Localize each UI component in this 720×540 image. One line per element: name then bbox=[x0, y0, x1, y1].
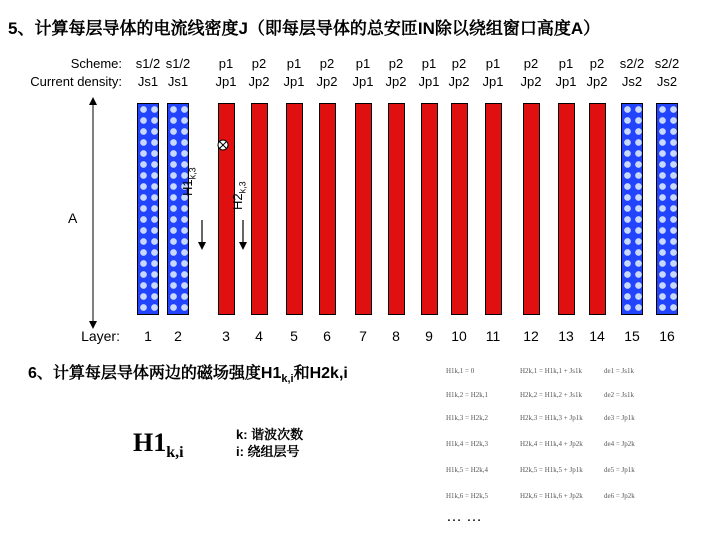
secondary-conductor bbox=[137, 103, 159, 315]
layer-number: 8 bbox=[392, 328, 400, 344]
layer-number: 12 bbox=[523, 328, 539, 344]
current-density-cell: Jp1 bbox=[283, 74, 305, 89]
scheme-cell: s1/2 bbox=[135, 56, 161, 71]
equation: H1k,1 = 0 bbox=[446, 367, 475, 375]
current-density-label: Current density: bbox=[30, 74, 122, 89]
h2-field-label bbox=[230, 181, 248, 210]
h2-subscript: k,3 bbox=[237, 181, 248, 194]
current-density-cell: Js1 bbox=[167, 74, 189, 89]
section-6-text: 6、计算每层导体两边的磁场强度H1 bbox=[28, 365, 282, 382]
h1-symbol-subscript: k,i bbox=[166, 444, 184, 462]
current-direction-symbol bbox=[217, 138, 229, 156]
layer-number: 11 bbox=[485, 328, 501, 344]
equation: de1 = Js1k bbox=[604, 367, 635, 375]
primary-conductor bbox=[421, 103, 438, 315]
primary-conductor bbox=[286, 103, 303, 315]
current-density-cell: Js2 bbox=[656, 74, 678, 89]
primary-conductor bbox=[589, 103, 606, 315]
layer-number: 13 bbox=[558, 328, 574, 344]
legend-i: i: 绕组层号 bbox=[236, 444, 300, 459]
current-density-cell: Jp2 bbox=[586, 74, 608, 89]
scheme-label: Scheme: bbox=[70, 56, 122, 71]
layer-number: 5 bbox=[290, 328, 298, 344]
scheme-cell: p2 bbox=[589, 56, 605, 71]
primary-conductor bbox=[355, 103, 372, 315]
scheme-cell: s2/2 bbox=[619, 56, 645, 71]
h1-text: H1 bbox=[180, 179, 195, 196]
current-density-cell: Jp2 bbox=[316, 74, 338, 89]
scheme-cell: p1 bbox=[485, 56, 501, 71]
equation: de3 = Jp1k bbox=[604, 414, 635, 422]
section-6-suffix: 和H2k,i bbox=[293, 365, 348, 382]
layer-number: 7 bbox=[359, 328, 367, 344]
primary-conductor bbox=[485, 103, 502, 315]
section-6-title bbox=[28, 360, 348, 385]
layer-number: 16 bbox=[659, 328, 675, 344]
h1-symbol bbox=[133, 428, 184, 462]
equation: H2k,2 = H1k,2 + Js1k bbox=[520, 391, 582, 399]
equation: de5 = Jp1k bbox=[604, 466, 635, 474]
scheme-cell: p1 bbox=[421, 56, 437, 71]
layer-number: 10 bbox=[451, 328, 467, 344]
equation: de2 = Js1k bbox=[604, 391, 635, 399]
section-6-subscript: k,i bbox=[281, 373, 294, 386]
primary-conductor bbox=[251, 103, 268, 315]
scheme-cell: s2/2 bbox=[654, 56, 680, 71]
scheme-cell: p1 bbox=[218, 56, 234, 71]
equation: H2k,1 = H1k,1 + Js1k bbox=[520, 367, 582, 375]
equation: de6 = Jp2k bbox=[604, 492, 635, 500]
primary-conductor bbox=[388, 103, 405, 315]
h1-arrow bbox=[197, 220, 207, 255]
current-density-cell: Jp2 bbox=[448, 74, 470, 89]
primary-conductor bbox=[319, 103, 336, 315]
layer-number: 9 bbox=[425, 328, 433, 344]
layer-number: 15 bbox=[624, 328, 640, 344]
current-density-cell: Jp1 bbox=[555, 74, 577, 89]
current-density-cell: Jp1 bbox=[352, 74, 374, 89]
current-density-cell: Jp2 bbox=[520, 74, 542, 89]
secondary-conductor bbox=[621, 103, 643, 315]
scheme-cell: p2 bbox=[319, 56, 335, 71]
h1-field-label bbox=[180, 167, 198, 196]
layer-number: 2 bbox=[174, 328, 182, 344]
window-height-arrow-svg bbox=[86, 97, 100, 329]
equation: H1k,3 = H2k,2 bbox=[446, 414, 489, 422]
equation: de4 = Jp2k bbox=[604, 440, 635, 448]
scheme-cell: p2 bbox=[523, 56, 539, 71]
equation: H1k,2 = H2k,1 bbox=[446, 391, 489, 399]
ellipsis: …… bbox=[446, 508, 486, 525]
scheme-cell: p2 bbox=[251, 56, 267, 71]
h2-arrow bbox=[238, 220, 248, 255]
current-density-cell: Jp2 bbox=[385, 74, 407, 89]
scheme-cell: p1 bbox=[355, 56, 371, 71]
layer-label: Layer: bbox=[81, 328, 120, 344]
scheme-cell: p2 bbox=[388, 56, 404, 71]
equation: H1k,6 = H2k,5 bbox=[446, 492, 489, 500]
page-title: 5、计算每层导体的电流线密度J（即每层导体的总安匝IN除以绕组窗口高度A） bbox=[8, 19, 601, 38]
h1-subscript: k,3 bbox=[187, 167, 198, 180]
equation: H2k,6 = H1k,6 + Jp2k bbox=[520, 492, 583, 500]
layer-number: 6 bbox=[323, 328, 331, 344]
primary-conductor bbox=[558, 103, 575, 315]
index-legend bbox=[236, 426, 303, 460]
legend-k: k: 谐波次数 bbox=[236, 427, 304, 442]
secondary-conductor bbox=[656, 103, 678, 315]
current-density-cell: Jp2 bbox=[248, 74, 270, 89]
h2-text: H2 bbox=[230, 193, 245, 210]
layer-number: 1 bbox=[144, 328, 152, 344]
current-density-cell: Jp1 bbox=[215, 74, 237, 89]
h1-symbol-main: H1 bbox=[133, 428, 167, 457]
current-density-cell: Js1 bbox=[137, 74, 159, 89]
primary-conductor bbox=[451, 103, 468, 315]
equation: H1k,4 = H2k,3 bbox=[446, 440, 489, 448]
equation: H1k,5 = H2k,4 bbox=[446, 466, 489, 474]
equation: H2k,4 = H1k,4 + Jp2k bbox=[520, 440, 583, 448]
current-density-cell: Jp1 bbox=[482, 74, 504, 89]
down-arrow-icon bbox=[238, 220, 248, 250]
window-height-arrow bbox=[86, 97, 100, 334]
equation: H2k,5 = H1k,5 + Jp1k bbox=[520, 466, 583, 474]
current-density-cell: Js2 bbox=[621, 74, 643, 89]
current-density-cell: Jp1 bbox=[418, 74, 440, 89]
layer-number: 4 bbox=[255, 328, 263, 344]
scheme-cell: p1 bbox=[558, 56, 574, 71]
scheme-cell: p2 bbox=[451, 56, 467, 71]
primary-conductor bbox=[523, 103, 540, 315]
equation: H2k,3 = H1k,3 + Jp1k bbox=[520, 414, 583, 422]
scheme-cell: s1/2 bbox=[165, 56, 191, 71]
layer-number: 14 bbox=[589, 328, 605, 344]
layer-number: 3 bbox=[222, 328, 230, 344]
down-arrow-icon bbox=[197, 220, 207, 250]
window-height-label: A bbox=[68, 210, 78, 226]
scheme-cell: p1 bbox=[286, 56, 302, 71]
cross-circle-icon bbox=[217, 139, 229, 151]
secondary-conductor bbox=[167, 103, 189, 315]
